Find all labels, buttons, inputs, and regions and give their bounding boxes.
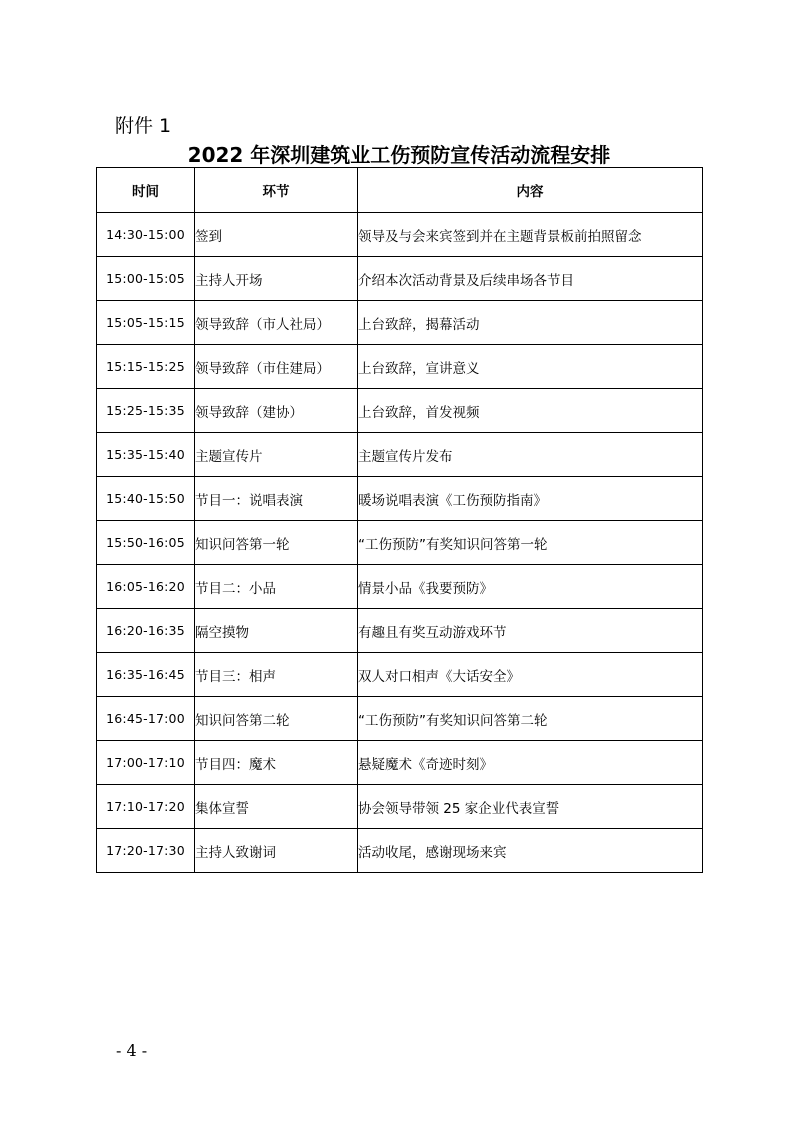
table-row xyxy=(97,565,703,609)
segment-cell: 节目二：小品 xyxy=(195,565,358,609)
time-cell: 15:40-15:50 xyxy=(97,477,195,521)
table-row xyxy=(97,301,703,345)
time-cell: 15:15-15:25 xyxy=(97,345,195,389)
time-cell: 17:00-17:10 xyxy=(97,741,195,785)
table-row xyxy=(97,697,703,741)
table-header-row xyxy=(97,168,703,213)
table-row xyxy=(97,389,703,433)
table-row xyxy=(97,521,703,565)
content-cell: 上台致辞，宣讲意义 xyxy=(358,345,703,389)
time-cell: 15:00-15:05 xyxy=(97,257,195,301)
header-content: 内容 xyxy=(358,168,703,213)
content-cell: 主题宣传片发布 xyxy=(358,433,703,477)
segment-cell: 节目四：魔术 xyxy=(195,741,358,785)
attachment-label: 附件 1 xyxy=(115,115,172,137)
content-cell: 协会领导带领 25 家企业代表宣誓 xyxy=(358,785,703,829)
time-cell: 17:10-17:20 xyxy=(97,785,195,829)
time-cell: 16:20-16:35 xyxy=(97,609,195,653)
table-row xyxy=(97,477,703,521)
time-cell: 16:45-17:00 xyxy=(97,697,195,741)
content-cell: “工伤预防”有奖知识问答第二轮 xyxy=(358,697,703,741)
header-segment: 环节 xyxy=(195,168,358,213)
segment-cell: 领导致辞（市住建局） xyxy=(195,345,358,389)
table-row xyxy=(97,741,703,785)
content-cell: 介绍本次活动背景及后续串场各节目 xyxy=(358,257,703,301)
content-cell: “工伤预防”有奖知识问答第一轮 xyxy=(358,521,703,565)
document-title: 2022 年深圳建筑业工伤预防宣传活动流程安排 xyxy=(187,143,611,167)
time-cell: 16:05-16:20 xyxy=(97,565,195,609)
table-row xyxy=(97,345,703,389)
segment-cell: 节目一：说唱表演 xyxy=(195,477,358,521)
segment-cell: 领导致辞（建协） xyxy=(195,389,358,433)
segment-cell: 主持人开场 xyxy=(195,257,358,301)
segment-cell: 集体宣誓 xyxy=(195,785,358,829)
segment-cell: 知识问答第一轮 xyxy=(195,521,358,565)
content-cell: 活动收尾，感谢现场来宾 xyxy=(358,829,703,873)
table-row xyxy=(97,433,703,477)
content-cell: 悬疑魔术《奇迹时刻》 xyxy=(358,741,703,785)
page-number: - 4 - xyxy=(116,1041,148,1060)
segment-cell: 签到 xyxy=(195,213,358,257)
content-cell: 有趣且有奖互动游戏环节 xyxy=(358,609,703,653)
header-time: 时间 xyxy=(97,168,195,213)
segment-cell: 知识问答第二轮 xyxy=(195,697,358,741)
table-row xyxy=(97,257,703,301)
table-row xyxy=(97,213,703,257)
time-cell: 16:35-16:45 xyxy=(97,653,195,697)
time-cell: 14:30-15:00 xyxy=(97,213,195,257)
segment-cell: 领导致辞（市人社局） xyxy=(195,301,358,345)
content-cell: 暖场说唱表演《工伤预防指南》 xyxy=(358,477,703,521)
time-cell: 15:50-16:05 xyxy=(97,521,195,565)
table-row xyxy=(97,785,703,829)
table-row xyxy=(97,653,703,697)
segment-cell: 主持人致谢词 xyxy=(195,829,358,873)
content-cell: 情景小品《我要预防》 xyxy=(358,565,703,609)
table-row xyxy=(97,609,703,653)
segment-cell: 节目三：相声 xyxy=(195,653,358,697)
content-cell: 领导及与会来宾签到并在主题背景板前拍照留念 xyxy=(358,213,703,257)
table-row xyxy=(97,829,703,873)
segment-cell: 主题宣传片 xyxy=(195,433,358,477)
time-cell: 17:20-17:30 xyxy=(97,829,195,873)
schedule-table xyxy=(96,167,703,873)
content-cell: 上台致辞，首发视频 xyxy=(358,389,703,433)
time-cell: 15:35-15:40 xyxy=(97,433,195,477)
time-cell: 15:25-15:35 xyxy=(97,389,195,433)
content-cell: 上台致辞，揭幕活动 xyxy=(358,301,703,345)
segment-cell: 隔空摸物 xyxy=(195,609,358,653)
time-cell: 15:05-15:15 xyxy=(97,301,195,345)
content-cell: 双人对口相声《大话安全》 xyxy=(358,653,703,697)
